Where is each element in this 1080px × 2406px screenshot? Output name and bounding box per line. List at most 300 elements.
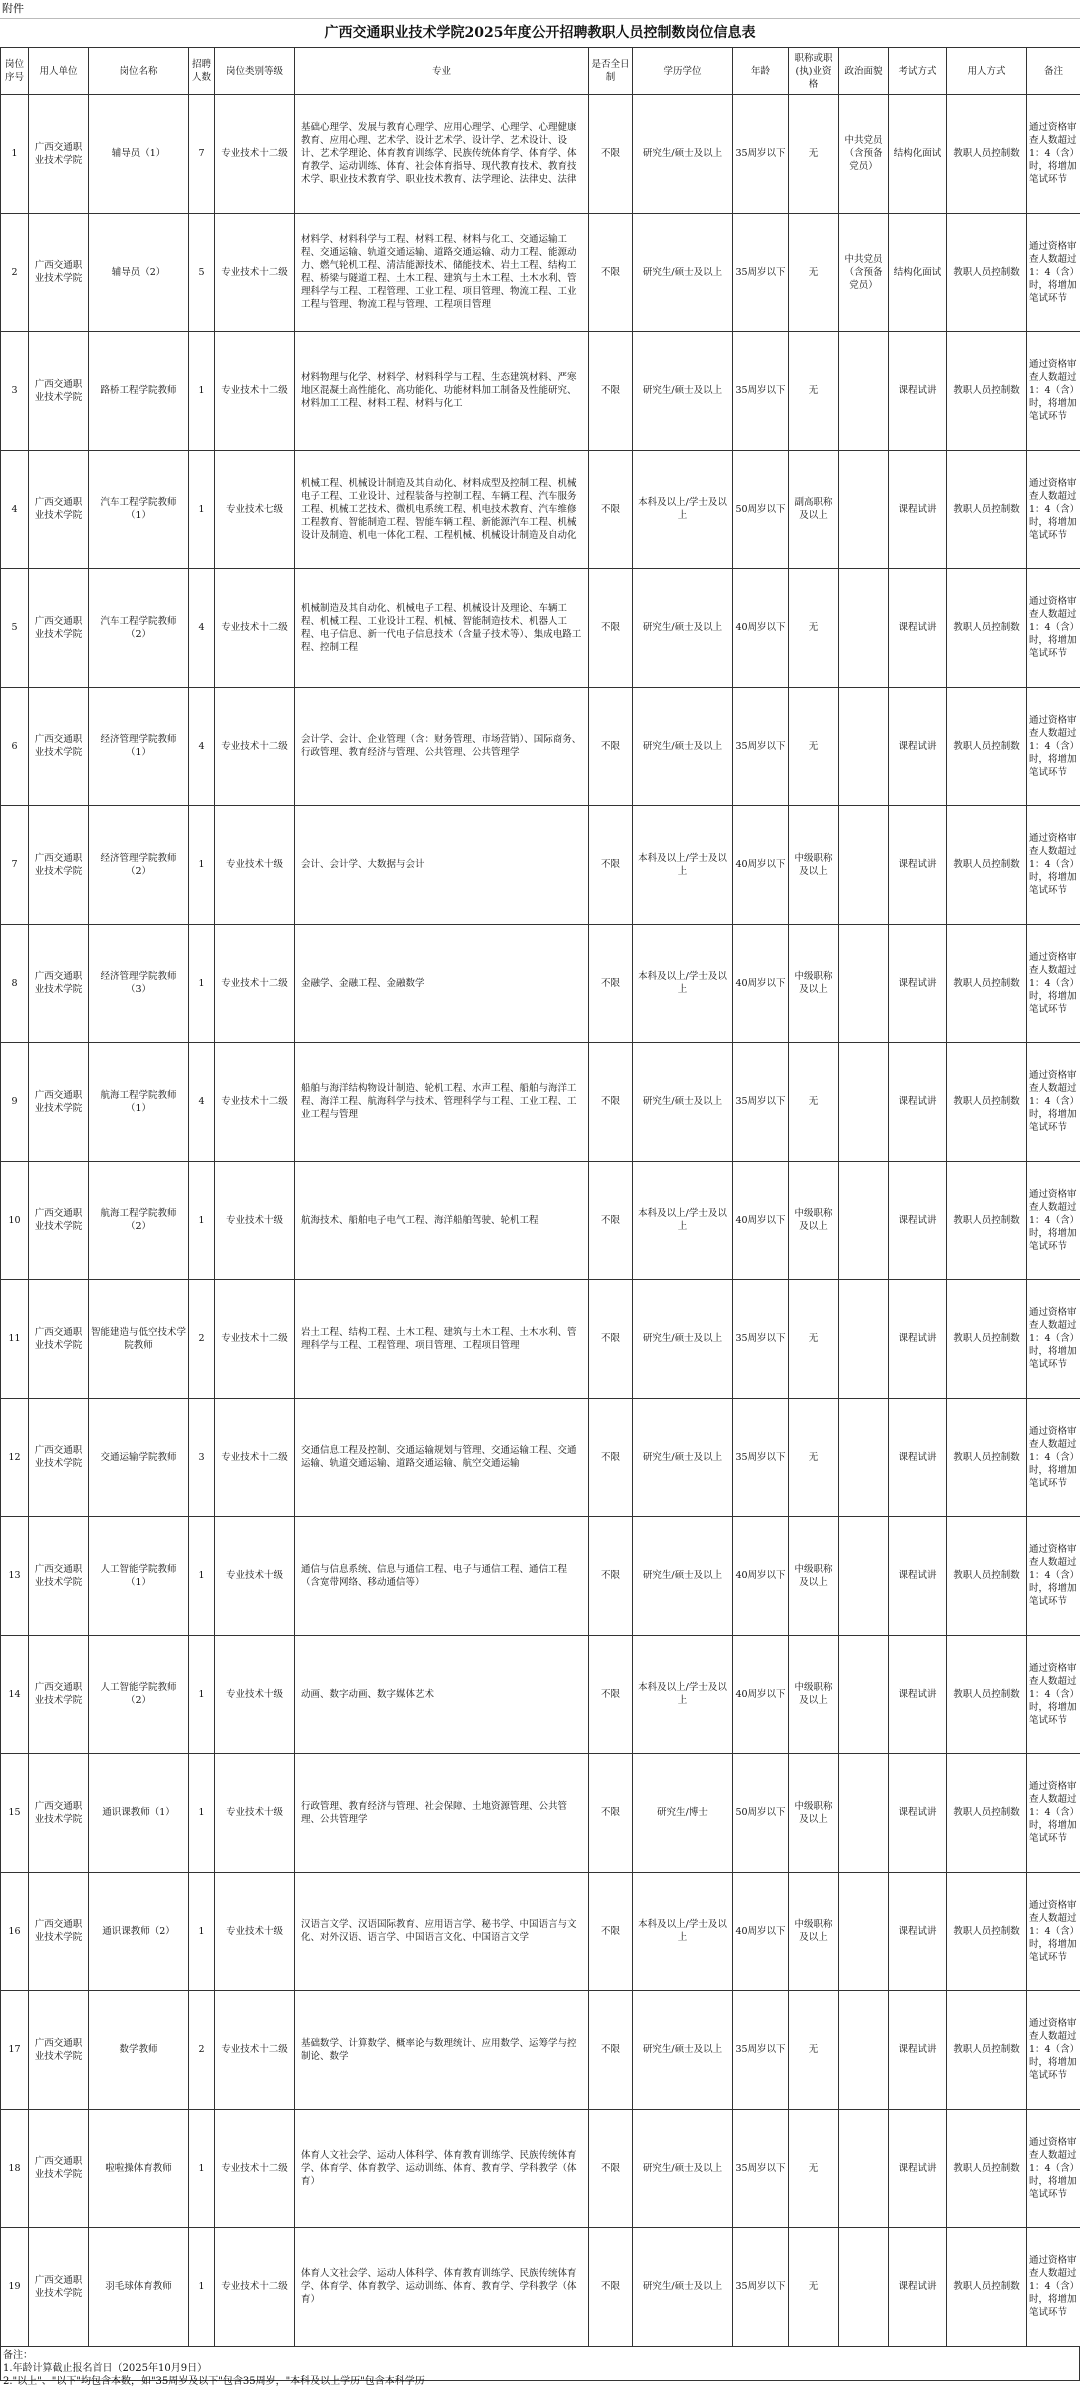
cell-title: 无 bbox=[789, 569, 839, 688]
cell-title: 中级职称及以上 bbox=[789, 806, 839, 925]
cell-position: 数学教师 bbox=[89, 1991, 189, 2110]
cell-education: 研究生/硕士及以上 bbox=[633, 1043, 733, 1162]
cell-grade: 专业技术十二级 bbox=[215, 1043, 295, 1162]
cell-unit: 广西交通职业技术学院 bbox=[29, 1398, 89, 1517]
footnote-2: 2."以上"、"以下"均包含本数，如"35周岁及以下"包含35周岁，"本科及以上学历"包含本科学历 bbox=[3, 2375, 425, 2387]
cell-major: 机械制造及其自动化、机械电子工程、机械设计及理论、车辆工程、机械工程、工业设计工程、机械、智能制造技术、机器人工程、电子信息、新一代电子信息技术（含量子技术等）、集成电路工程、控制工程 bbox=[295, 569, 589, 688]
cell-remark: 通过资格审查人数超过1：4（含）时，将增加笔试环节 bbox=[1027, 2109, 1080, 2228]
cell-exam: 课程试讲 bbox=[889, 924, 947, 1043]
cell-remark: 通过资格审查人数超过1：4（含）时，将增加笔试环节 bbox=[1027, 1398, 1080, 1517]
cell-education: 本科及以上/学士及以上 bbox=[633, 1635, 733, 1754]
cell-seq: 16 bbox=[1, 1872, 29, 1991]
cell-remark: 通过资格审查人数超过1：4（含）时，将增加笔试环节 bbox=[1027, 924, 1080, 1043]
cell-count: 5 bbox=[189, 213, 215, 332]
cell-grade: 专业技术十级 bbox=[215, 1635, 295, 1754]
footnotes bbox=[0, 2347, 1080, 2387]
cell-exam: 结构化面试 bbox=[889, 95, 947, 214]
cell-employment: 教职人员控制数 bbox=[947, 95, 1027, 214]
cell-political bbox=[839, 1280, 889, 1399]
cell-seq: 6 bbox=[1, 687, 29, 806]
cell-count: 1 bbox=[189, 1872, 215, 1991]
table-header-row bbox=[1, 48, 1080, 95]
table-row bbox=[1, 332, 1080, 451]
cell-education: 本科及以上/学士及以上 bbox=[633, 1872, 733, 1991]
cell-political bbox=[839, 1043, 889, 1162]
cell-age: 40周岁以下 bbox=[733, 1161, 789, 1280]
cell-fulltime: 不限 bbox=[589, 1991, 633, 2110]
cell-title: 无 bbox=[789, 2109, 839, 2228]
cell-seq: 7 bbox=[1, 806, 29, 925]
cell-education: 研究生/硕士及以上 bbox=[633, 213, 733, 332]
cell-count: 1 bbox=[189, 2109, 215, 2228]
table-row bbox=[1, 1991, 1080, 2110]
cell-employment: 教职人员控制数 bbox=[947, 1754, 1027, 1873]
cell-position: 汽车工程学院教师（2） bbox=[89, 569, 189, 688]
cell-exam: 结构化面试 bbox=[889, 213, 947, 332]
table-row bbox=[1, 924, 1080, 1043]
cell-education: 研究生/硕士及以上 bbox=[633, 95, 733, 214]
cell-unit: 广西交通职业技术学院 bbox=[29, 569, 89, 688]
cell-grade: 专业技术十二级 bbox=[215, 2228, 295, 2347]
cell-political bbox=[839, 332, 889, 451]
cell-position: 通识课教师（1） bbox=[89, 1754, 189, 1873]
cell-unit: 广西交通职业技术学院 bbox=[29, 1635, 89, 1754]
cell-political bbox=[839, 2228, 889, 2347]
cell-political bbox=[839, 569, 889, 688]
cell-position: 路桥工程学院教师 bbox=[89, 332, 189, 451]
cell-title: 无 bbox=[789, 1991, 839, 2110]
cell-fulltime: 不限 bbox=[589, 95, 633, 214]
col-header-grade: 岗位类别等级 bbox=[215, 48, 295, 95]
cell-major: 通信与信息系统、信息与通信工程、电子与通信工程、通信工程（含宽带网络、移动通信等） bbox=[295, 1517, 589, 1636]
cell-age: 50周岁以下 bbox=[733, 450, 789, 569]
cell-title: 中级职称及以上 bbox=[789, 1517, 839, 1636]
cell-employment: 教职人员控制数 bbox=[947, 1043, 1027, 1162]
cell-position: 辅导员（2） bbox=[89, 213, 189, 332]
cell-employment: 教职人员控制数 bbox=[947, 924, 1027, 1043]
cell-grade: 专业技术十二级 bbox=[215, 1280, 295, 1399]
cell-exam: 课程试讲 bbox=[889, 2228, 947, 2347]
cell-count: 1 bbox=[189, 1754, 215, 1873]
footnote-1: 1.年龄计算截止报名首日（2025年10月9日） bbox=[3, 2362, 208, 2374]
table-row bbox=[1, 1043, 1080, 1162]
cell-employment: 教职人员控制数 bbox=[947, 1635, 1027, 1754]
cell-fulltime: 不限 bbox=[589, 1043, 633, 1162]
cell-title: 无 bbox=[789, 332, 839, 451]
cell-seq: 13 bbox=[1, 1517, 29, 1636]
cell-seq: 14 bbox=[1, 1635, 29, 1754]
cell-unit: 广西交通职业技术学院 bbox=[29, 1161, 89, 1280]
cell-title: 无 bbox=[789, 213, 839, 332]
cell-remark: 通过资格审查人数超过1：4（含）时，将增加笔试环节 bbox=[1027, 332, 1080, 451]
cell-unit: 广西交通职业技术学院 bbox=[29, 332, 89, 451]
col-header-exam: 考试方式 bbox=[889, 48, 947, 95]
cell-title: 中级职称及以上 bbox=[789, 1635, 839, 1754]
cell-political bbox=[839, 1517, 889, 1636]
cell-fulltime: 不限 bbox=[589, 2228, 633, 2347]
cell-political bbox=[839, 1161, 889, 1280]
cell-major: 材料物理与化学、材料学、材料科学与工程、生态建筑材料、严寒地区混凝土高性能化、高功能化、功能材料加工制备及性能研究、材料加工工程、材料工程、材料与化工 bbox=[295, 332, 589, 451]
cell-seq: 9 bbox=[1, 1043, 29, 1162]
cell-employment: 教职人员控制数 bbox=[947, 1991, 1027, 2110]
col-header-unit: 用人单位 bbox=[29, 48, 89, 95]
cell-remark: 通过资格审查人数超过1：4（含）时，将增加笔试环节 bbox=[1027, 687, 1080, 806]
cell-seq: 8 bbox=[1, 924, 29, 1043]
cell-seq: 5 bbox=[1, 569, 29, 688]
cell-employment: 教职人员控制数 bbox=[947, 1280, 1027, 1399]
cell-title: 副高职称及以上 bbox=[789, 450, 839, 569]
cell-remark: 通过资格审查人数超过1：4（含）时，将增加笔试环节 bbox=[1027, 1991, 1080, 2110]
cell-major: 基础数学、计算数学、概率论与数理统计、应用数学、运筹学与控制论、数学 bbox=[295, 1991, 589, 2110]
cell-seq: 18 bbox=[1, 2109, 29, 2228]
cell-age: 40周岁以下 bbox=[733, 569, 789, 688]
table-row bbox=[1, 213, 1080, 332]
cell-count: 1 bbox=[189, 924, 215, 1043]
cell-count: 1 bbox=[189, 1517, 215, 1636]
cell-position: 经济管理学院教师（1） bbox=[89, 687, 189, 806]
cell-unit: 广西交通职业技术学院 bbox=[29, 1991, 89, 2110]
cell-position: 羽毛球体育教师 bbox=[89, 2228, 189, 2347]
cell-unit: 广西交通职业技术学院 bbox=[29, 924, 89, 1043]
cell-political: 中共党员（含预备党员） bbox=[839, 213, 889, 332]
cell-position: 通识课教师（2） bbox=[89, 1872, 189, 1991]
table-row bbox=[1, 1398, 1080, 1517]
cell-remark: 通过资格审查人数超过1：4（含）时，将增加笔试环节 bbox=[1027, 1161, 1080, 1280]
cell-position: 人工智能学院教师（1） bbox=[89, 1517, 189, 1636]
cell-fulltime: 不限 bbox=[589, 806, 633, 925]
cell-position: 人工智能学院教师（2） bbox=[89, 1635, 189, 1754]
cell-remark: 通过资格审查人数超过1：4（含）时，将增加笔试环节 bbox=[1027, 95, 1080, 214]
footnote-heading: 备注： bbox=[3, 2349, 33, 2361]
cell-count: 4 bbox=[189, 569, 215, 688]
cell-employment: 教职人员控制数 bbox=[947, 687, 1027, 806]
cell-title: 中级职称及以上 bbox=[789, 1754, 839, 1873]
cell-employment: 教职人员控制数 bbox=[947, 450, 1027, 569]
cell-seq: 19 bbox=[1, 2228, 29, 2347]
cell-age: 40周岁以下 bbox=[733, 924, 789, 1043]
col-header-remark: 备注 bbox=[1027, 48, 1080, 95]
cell-age: 35周岁以下 bbox=[733, 2109, 789, 2228]
document-title: 广西交通职业技术学院2025年度公开招聘教职人员控制数岗位信息表 bbox=[324, 25, 756, 41]
cell-exam: 课程试讲 bbox=[889, 1161, 947, 1280]
cell-age: 50周岁以下 bbox=[733, 1754, 789, 1873]
cell-education: 研究生/硕士及以上 bbox=[633, 332, 733, 451]
cell-employment: 教职人员控制数 bbox=[947, 2228, 1027, 2347]
table-row bbox=[1, 806, 1080, 925]
cell-education: 研究生/硕士及以上 bbox=[633, 2109, 733, 2228]
cell-exam: 课程试讲 bbox=[889, 1872, 947, 1991]
cell-unit: 广西交通职业技术学院 bbox=[29, 1517, 89, 1636]
cell-remark: 通过资格审查人数超过1：4（含）时，将增加笔试环节 bbox=[1027, 1517, 1080, 1636]
cell-seq: 3 bbox=[1, 332, 29, 451]
cell-unit: 广西交通职业技术学院 bbox=[29, 1280, 89, 1399]
cell-position: 经济管理学院教师（3） bbox=[89, 924, 189, 1043]
cell-remark: 通过资格审查人数超过1：4（含）时，将增加笔试环节 bbox=[1027, 569, 1080, 688]
cell-education: 研究生/硕士及以上 bbox=[633, 2228, 733, 2347]
cell-count: 1 bbox=[189, 806, 215, 925]
cell-unit: 广西交通职业技术学院 bbox=[29, 1872, 89, 1991]
cell-political bbox=[839, 924, 889, 1043]
cell-education: 研究生/硕士及以上 bbox=[633, 1991, 733, 2110]
cell-major: 机械工程、机械设计制造及其自动化、材料成型及控制工程、机械电子工程、工业设计、过程装备与控制工程、车辆工程、汽车服务工程、机械工艺技术、微机电系统工程、机电技术教育、汽车维修工程教育、智能制造工程、智能车辆工程、新能源汽车工程、机械设计及制造、机电一体化工程、工程机械、机械设计制造及自动化 bbox=[295, 450, 589, 569]
cell-unit: 广西交通职业技术学院 bbox=[29, 2109, 89, 2228]
cell-age: 40周岁以下 bbox=[733, 806, 789, 925]
cell-major: 船舶与海洋结构物设计制造、轮机工程、水声工程、船舶与海洋工程、海洋工程、航海科学与技术、管理科学与工程、工业工程、工业工程与管理 bbox=[295, 1043, 589, 1162]
cell-major: 汉语言文学、汉语国际教育、应用语言学、秘书学、中国语言与文化、对外汉语、语言学、中国语言文化、中国语言文学 bbox=[295, 1872, 589, 1991]
cell-count: 4 bbox=[189, 687, 215, 806]
table-row bbox=[1, 2109, 1080, 2228]
table-row bbox=[1, 1872, 1080, 1991]
cell-seq: 12 bbox=[1, 1398, 29, 1517]
cell-title: 中级职称及以上 bbox=[789, 924, 839, 1043]
table-row bbox=[1, 95, 1080, 214]
cell-remark: 通过资格审查人数超过1：4（含）时，将增加笔试环节 bbox=[1027, 1754, 1080, 1873]
cell-exam: 课程试讲 bbox=[889, 332, 947, 451]
cell-fulltime: 不限 bbox=[589, 1398, 633, 1517]
col-header-major: 专业 bbox=[295, 48, 589, 95]
cell-exam: 课程试讲 bbox=[889, 569, 947, 688]
table-row bbox=[1, 1754, 1080, 1873]
cell-fulltime: 不限 bbox=[589, 1635, 633, 1754]
cell-fulltime: 不限 bbox=[589, 1872, 633, 1991]
cell-political bbox=[839, 1754, 889, 1873]
table-row bbox=[1, 687, 1080, 806]
cell-political bbox=[839, 1398, 889, 1517]
cell-political bbox=[839, 1872, 889, 1991]
table-row bbox=[1, 1280, 1080, 1399]
cell-seq: 2 bbox=[1, 213, 29, 332]
cell-exam: 课程试讲 bbox=[889, 806, 947, 925]
cell-fulltime: 不限 bbox=[589, 332, 633, 451]
cell-fulltime: 不限 bbox=[589, 1280, 633, 1399]
table-row bbox=[1, 2228, 1080, 2347]
cell-major: 金融学、金融工程、金融数学 bbox=[295, 924, 589, 1043]
cell-unit: 广西交通职业技术学院 bbox=[29, 2228, 89, 2347]
cell-education: 研究生/硕士及以上 bbox=[633, 1398, 733, 1517]
cell-unit: 广西交通职业技术学院 bbox=[29, 687, 89, 806]
cell-count: 1 bbox=[189, 332, 215, 451]
cell-seq: 4 bbox=[1, 450, 29, 569]
cell-fulltime: 不限 bbox=[589, 1754, 633, 1873]
cell-count: 1 bbox=[189, 2228, 215, 2347]
cell-count: 1 bbox=[189, 1161, 215, 1280]
cell-title: 无 bbox=[789, 2228, 839, 2347]
cell-political bbox=[839, 687, 889, 806]
cell-major: 会计学、会计、企业管理（含：财务管理、市场营销）、国际商务、行政管理、教育经济与管理、公共管理、公共管理学 bbox=[295, 687, 589, 806]
cell-major: 会计、会计学、大数据与会计 bbox=[295, 806, 589, 925]
cell-grade: 专业技术十二级 bbox=[215, 687, 295, 806]
cell-exam: 课程试讲 bbox=[889, 1991, 947, 2110]
col-header-title: 职称或职(执)业资格 bbox=[789, 48, 839, 95]
cell-position: 汽车工程学院教师（1） bbox=[89, 450, 189, 569]
cell-grade: 专业技术十二级 bbox=[215, 569, 295, 688]
cell-remark: 通过资格审查人数超过1：4（含）时，将增加笔试环节 bbox=[1027, 2228, 1080, 2347]
cell-major: 航海技术、船舶电子电气工程、海洋船舶驾驶、轮机工程 bbox=[295, 1161, 589, 1280]
table-row bbox=[1, 569, 1080, 688]
cell-count: 3 bbox=[189, 1398, 215, 1517]
cell-political bbox=[839, 450, 889, 569]
cell-employment: 教职人员控制数 bbox=[947, 2109, 1027, 2228]
cell-fulltime: 不限 bbox=[589, 687, 633, 806]
attachment-label: 附件 bbox=[0, 0, 1080, 19]
col-header-position: 岗位名称 bbox=[89, 48, 189, 95]
cell-major: 交通信息工程及控制、交通运输规划与管理、交通运输工程、交通运输、轨道交通运输、道路交通运输、航空交通运输 bbox=[295, 1398, 589, 1517]
cell-age: 35周岁以下 bbox=[733, 1043, 789, 1162]
cell-position: 经济管理学院教师（2） bbox=[89, 806, 189, 925]
cell-fulltime: 不限 bbox=[589, 1517, 633, 1636]
cell-position: 智能建造与低空技术学院教师 bbox=[89, 1280, 189, 1399]
cell-remark: 通过资格审查人数超过1：4（含）时，将增加笔试环节 bbox=[1027, 1280, 1080, 1399]
cell-title: 无 bbox=[789, 1398, 839, 1517]
cell-political bbox=[839, 806, 889, 925]
cell-grade: 专业技术十级 bbox=[215, 1517, 295, 1636]
table-row bbox=[1, 450, 1080, 569]
cell-position: 航海工程学院教师（2） bbox=[89, 1161, 189, 1280]
cell-education: 本科及以上/学士及以上 bbox=[633, 924, 733, 1043]
cell-remark: 通过资格审查人数超过1：4（含）时，将增加笔试环节 bbox=[1027, 1043, 1080, 1162]
cell-fulltime: 不限 bbox=[589, 1161, 633, 1280]
cell-remark: 通过资格审查人数超过1：4（含）时，将增加笔试环节 bbox=[1027, 806, 1080, 925]
cell-major: 动画、数字动画、数字媒体艺术 bbox=[295, 1635, 589, 1754]
cell-age: 40周岁以下 bbox=[733, 1517, 789, 1636]
cell-education: 研究生/硕士及以上 bbox=[633, 1517, 733, 1636]
cell-education: 研究生/硕士及以上 bbox=[633, 569, 733, 688]
cell-education: 研究生/硕士及以上 bbox=[633, 1280, 733, 1399]
cell-unit: 广西交通职业技术学院 bbox=[29, 95, 89, 214]
cell-major: 基础心理学、发展与教育心理学、应用心理学、心理学、心理健康教育、应用心理、艺术学、设计艺术学、设计学、艺术设计、设计、艺术学理论、体育教育训练学、民族传统体育学、体育学、体育教学、运动训练、体育、社会体育指导、现代教育技术、教育技术学、职业技术教育学、职业技术教育、法学理论、法律史、法律 bbox=[295, 95, 589, 214]
cell-exam: 课程试讲 bbox=[889, 1517, 947, 1636]
cell-employment: 教职人员控制数 bbox=[947, 1161, 1027, 1280]
cell-count: 1 bbox=[189, 1635, 215, 1754]
cell-fulltime: 不限 bbox=[589, 2109, 633, 2228]
cell-major: 岩土工程、结构工程、土木工程、建筑与土木工程、土木水利、管理科学与工程、工程管理、项目管理、工程项目管理 bbox=[295, 1280, 589, 1399]
cell-seq: 1 bbox=[1, 95, 29, 214]
cell-employment: 教职人员控制数 bbox=[947, 806, 1027, 925]
cell-political bbox=[839, 2109, 889, 2228]
cell-position: 啦啦操体育教师 bbox=[89, 2109, 189, 2228]
cell-remark: 通过资格审查人数超过1：4（含）时，将增加笔试环节 bbox=[1027, 1872, 1080, 1991]
cell-fulltime: 不限 bbox=[589, 213, 633, 332]
cell-age: 35周岁以下 bbox=[733, 1398, 789, 1517]
cell-political bbox=[839, 1635, 889, 1754]
cell-employment: 教职人员控制数 bbox=[947, 569, 1027, 688]
cell-grade: 专业技术十级 bbox=[215, 1872, 295, 1991]
col-header-employment: 用人方式 bbox=[947, 48, 1027, 95]
cell-political bbox=[839, 1991, 889, 2110]
cell-major: 行政管理、教育经济与管理、社会保障、土地资源管理、公共管理、公共管理学 bbox=[295, 1754, 589, 1873]
cell-exam: 课程试讲 bbox=[889, 450, 947, 569]
cell-grade: 专业技术十级 bbox=[215, 1161, 295, 1280]
table-row bbox=[1, 1517, 1080, 1636]
col-header-seq: 岗位序号 bbox=[1, 48, 29, 95]
cell-count: 2 bbox=[189, 1991, 215, 2110]
cell-grade: 专业技术十二级 bbox=[215, 2109, 295, 2228]
cell-fulltime: 不限 bbox=[589, 569, 633, 688]
cell-position: 辅导员（1） bbox=[89, 95, 189, 214]
table-row bbox=[1, 1161, 1080, 1280]
cell-unit: 广西交通职业技术学院 bbox=[29, 1754, 89, 1873]
cell-employment: 教职人员控制数 bbox=[947, 1872, 1027, 1991]
cell-count: 1 bbox=[189, 450, 215, 569]
col-header-count: 招聘人数 bbox=[189, 48, 215, 95]
cell-remark: 通过资格审查人数超过1：4（含）时，将增加笔试环节 bbox=[1027, 450, 1080, 569]
cell-remark: 通过资格审查人数超过1：4（含）时，将增加笔试环节 bbox=[1027, 1635, 1080, 1754]
col-header-education: 学历学位 bbox=[633, 48, 733, 95]
cell-grade: 专业技术十二级 bbox=[215, 924, 295, 1043]
cell-title: 中级职称及以上 bbox=[789, 1161, 839, 1280]
cell-age: 35周岁以下 bbox=[733, 213, 789, 332]
cell-age: 35周岁以下 bbox=[733, 332, 789, 451]
cell-seq: 11 bbox=[1, 1280, 29, 1399]
cell-employment: 教职人员控制数 bbox=[947, 213, 1027, 332]
cell-position: 航海工程学院教师（1） bbox=[89, 1043, 189, 1162]
cell-seq: 15 bbox=[1, 1754, 29, 1873]
cell-exam: 课程试讲 bbox=[889, 1398, 947, 1517]
cell-count: 7 bbox=[189, 95, 215, 214]
cell-education: 研究生/硕士及以上 bbox=[633, 687, 733, 806]
cell-grade: 专业技术十级 bbox=[215, 1754, 295, 1873]
cell-exam: 课程试讲 bbox=[889, 1635, 947, 1754]
cell-count: 2 bbox=[189, 1280, 215, 1399]
cell-major: 体育人文社会学、运动人体科学、体育教育训练学、民族传统体育学、体育学、体育教学、运动训练、体育、教育学、学科教学（体育） bbox=[295, 2228, 589, 2347]
cell-title: 无 bbox=[789, 1043, 839, 1162]
cell-fulltime: 不限 bbox=[589, 924, 633, 1043]
cell-political: 中共党员（含预备党员） bbox=[839, 95, 889, 214]
cell-grade: 专业技术十二级 bbox=[215, 213, 295, 332]
cell-employment: 教职人员控制数 bbox=[947, 1517, 1027, 1636]
cell-age: 40周岁以下 bbox=[733, 1635, 789, 1754]
cell-education: 本科及以上/学士及以上 bbox=[633, 1161, 733, 1280]
cell-education: 本科及以上/学士及以上 bbox=[633, 450, 733, 569]
cell-exam: 课程试讲 bbox=[889, 1043, 947, 1162]
cell-position: 交通运输学院教师 bbox=[89, 1398, 189, 1517]
cell-major: 材料学、材料科学与工程、材料工程、材料与化工、交通运输工程、交通运输、轨道交通运输、道路交通运输、动力工程、能源动力、燃气轮机工程、清洁能源技术、储能技术、岩土工程、结构工程、桥梁与隧道工程、土木工程、建筑与土木工程、土木水利、管理科学与工程、工程管理、工业工程、项目管理、物流工程、工业工程与管理、物流工程与管理、工程项目管理 bbox=[295, 213, 589, 332]
cell-exam: 课程试讲 bbox=[889, 1754, 947, 1873]
cell-seq: 10 bbox=[1, 1161, 29, 1280]
cell-exam: 课程试讲 bbox=[889, 2109, 947, 2228]
table-body bbox=[1, 95, 1080, 2347]
cell-age: 40周岁以下 bbox=[733, 1872, 789, 1991]
cell-exam: 课程试讲 bbox=[889, 687, 947, 806]
cell-age: 35周岁以下 bbox=[733, 1280, 789, 1399]
cell-age: 35周岁以下 bbox=[733, 687, 789, 806]
cell-unit: 广西交通职业技术学院 bbox=[29, 806, 89, 925]
cell-employment: 教职人员控制数 bbox=[947, 332, 1027, 451]
positions-table bbox=[0, 47, 1080, 2347]
cell-count: 4 bbox=[189, 1043, 215, 1162]
col-header-political: 政治面貌 bbox=[839, 48, 889, 95]
cell-grade: 专业技术十二级 bbox=[215, 1398, 295, 1517]
cell-age: 35周岁以下 bbox=[733, 95, 789, 214]
cell-education: 研究生/博士 bbox=[633, 1754, 733, 1873]
cell-title: 无 bbox=[789, 1280, 839, 1399]
cell-grade: 专业技术十二级 bbox=[215, 95, 295, 214]
cell-unit: 广西交通职业技术学院 bbox=[29, 450, 89, 569]
cell-exam: 课程试讲 bbox=[889, 1280, 947, 1399]
cell-unit: 广西交通职业技术学院 bbox=[29, 213, 89, 332]
cell-title: 无 bbox=[789, 95, 839, 214]
cell-unit: 广西交通职业技术学院 bbox=[29, 1043, 89, 1162]
col-header-age: 年龄 bbox=[733, 48, 789, 95]
cell-grade: 专业技术十级 bbox=[215, 806, 295, 925]
cell-grade: 专业技术十二级 bbox=[215, 332, 295, 451]
cell-fulltime: 不限 bbox=[589, 450, 633, 569]
cell-title: 无 bbox=[789, 687, 839, 806]
cell-age: 35周岁以下 bbox=[733, 2228, 789, 2347]
cell-age: 35周岁以下 bbox=[733, 1991, 789, 2110]
cell-education: 本科及以上/学士及以上 bbox=[633, 806, 733, 925]
cell-employment: 教职人员控制数 bbox=[947, 1398, 1027, 1517]
